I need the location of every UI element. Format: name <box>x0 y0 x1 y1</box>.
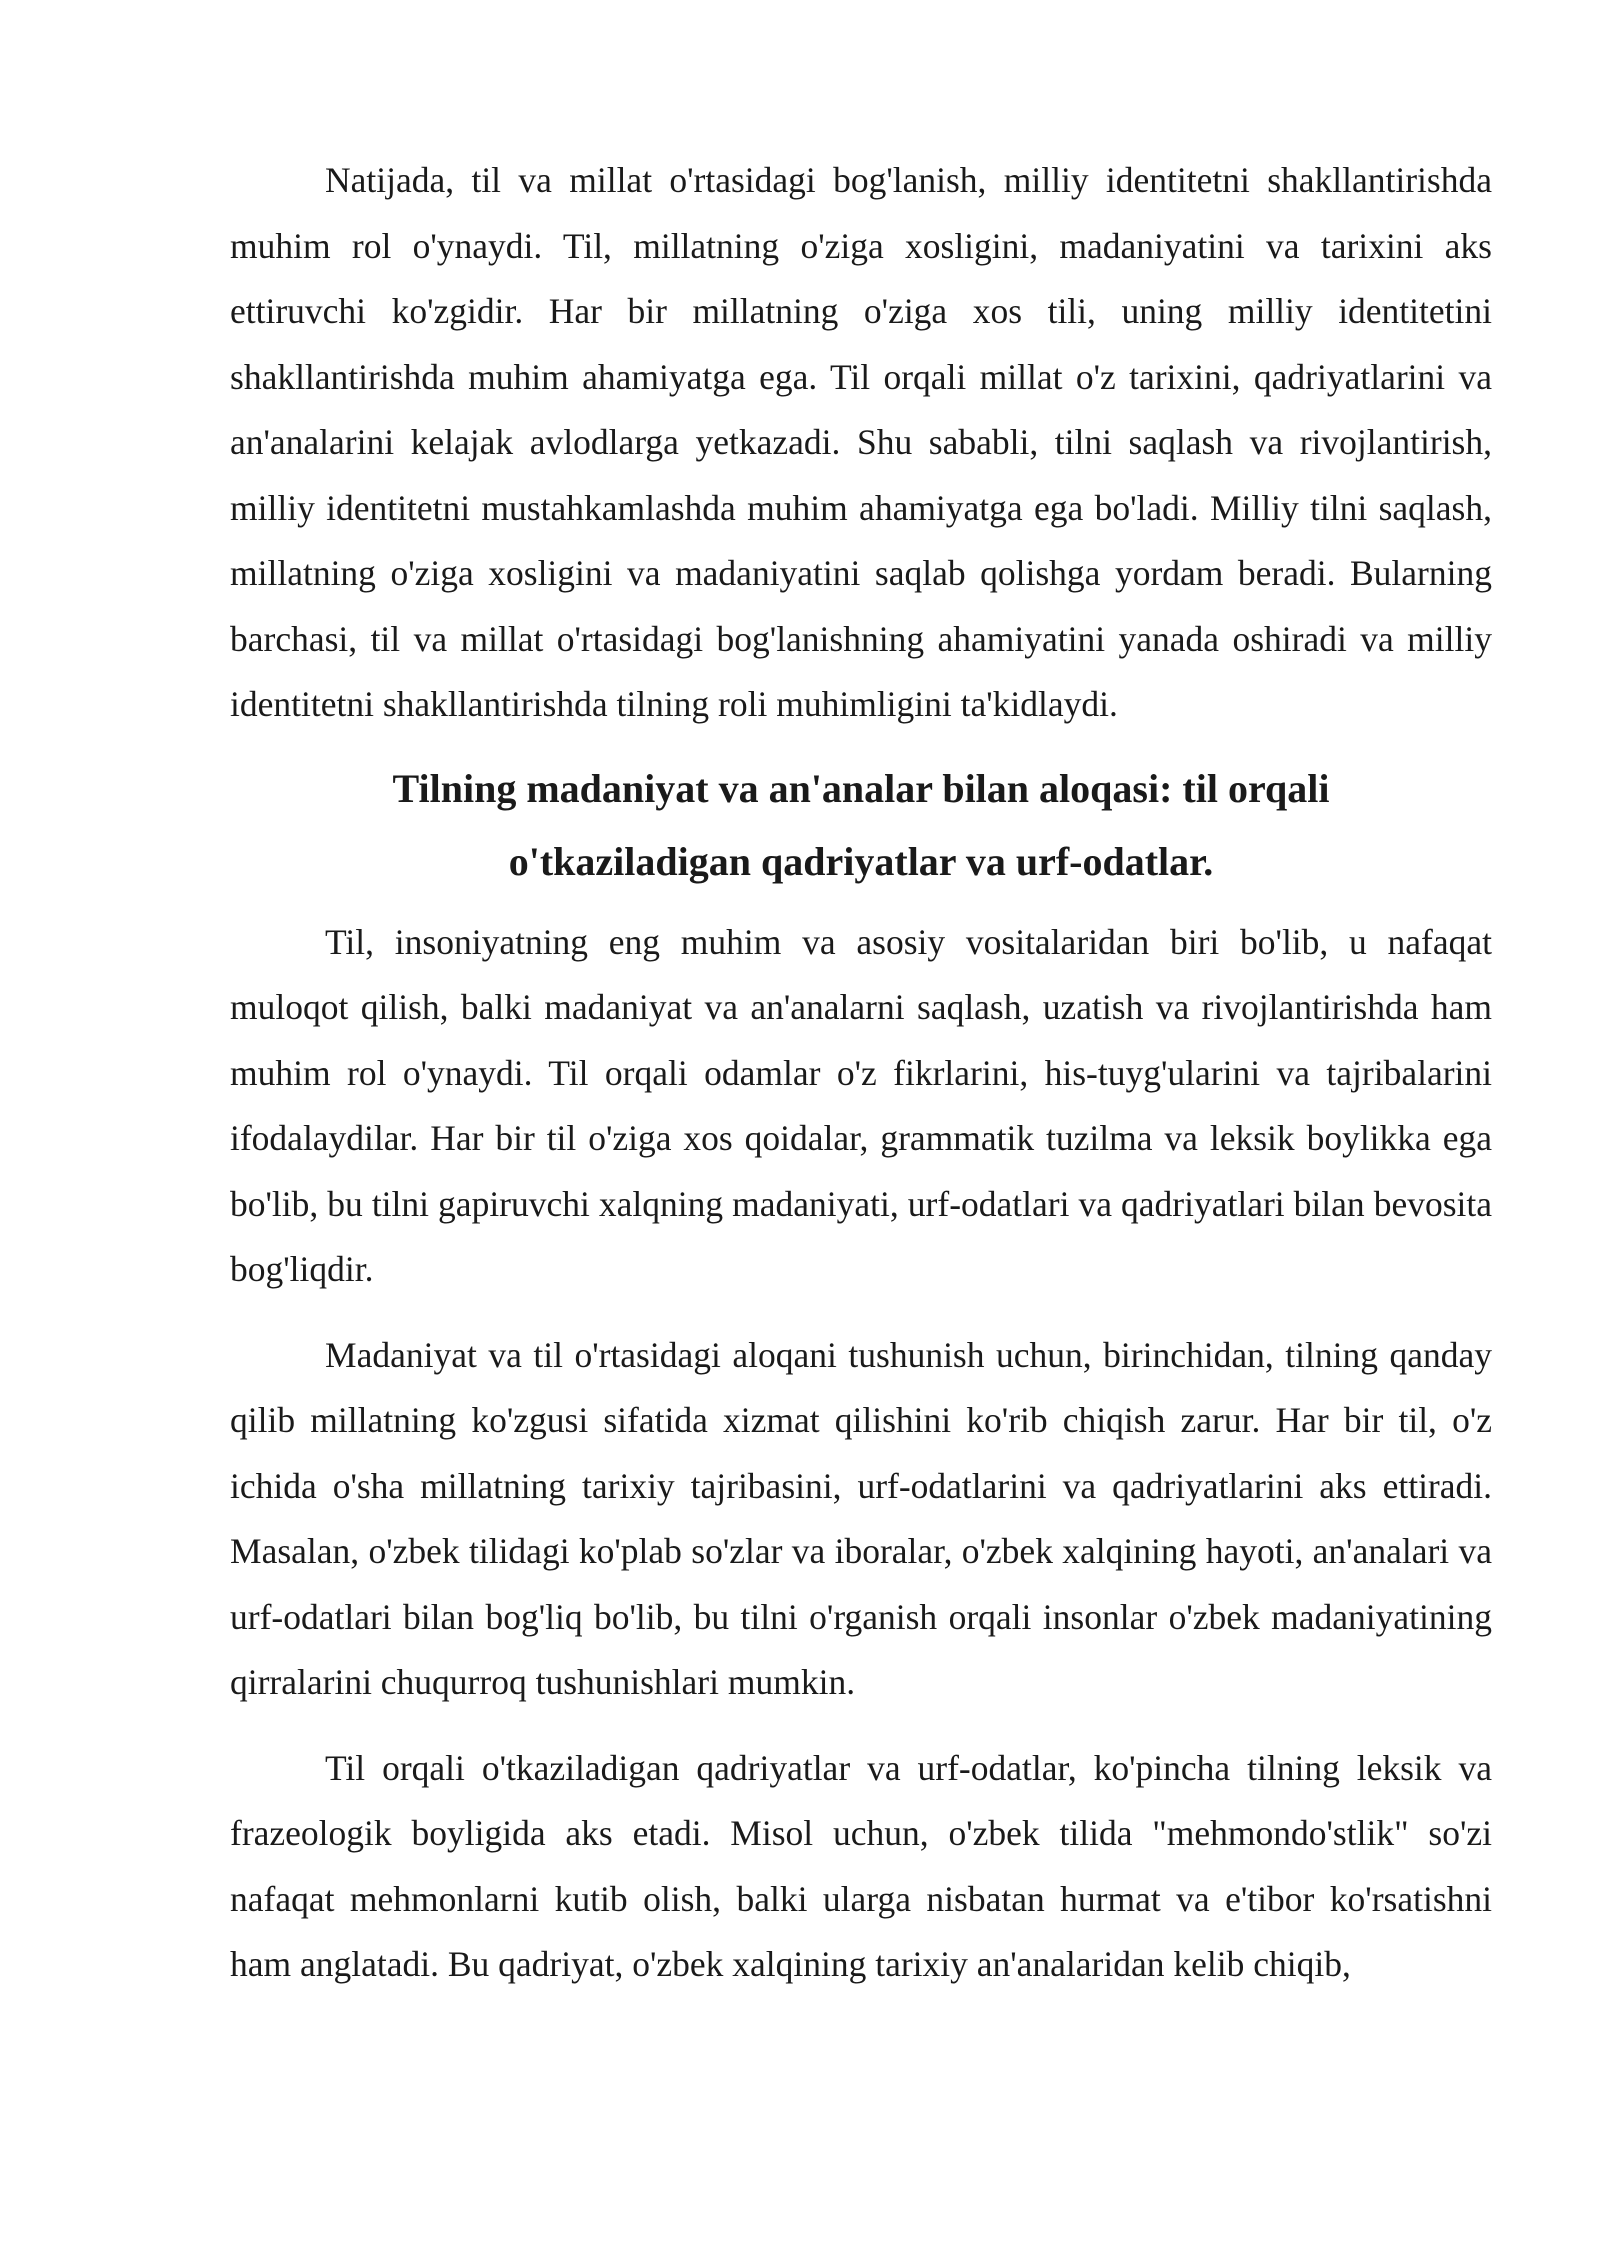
body-paragraph-3: Madaniyat va til o'rtasidagi aloqani tushunish uchun, birinchidan, tilning qanday qilib millatning ko'zgusi sifatida xizmat qilishini ko'rib chiqish zarur. Har bir til, o'z ichida o'sha millatning tarixiy tajribasini, urf-odatlarini va qadriyatlarini aks ettiradi. Masalan, o'zbek tilidagi ko'plab so'zlar va iboralar, o'zbek xalqining hayoti, an'analari va urf-odatlari bilan bog'liq bo'lib, bu tilni o'rganish orqali insonlar o'zbek madaniyatining qirralarini chuqurroq tushunishlari mumkin. <box>230 1334 1492 1702</box>
body-paragraph-4: Til orqali o'tkaziladigan qadriyatlar va urf-odatlar, ko'pincha tilning leksik va frazeologik boyligida aks etadi. Misol uchun, o'zbek tilida "mehmondo'stlik" so'zi nafaqat mehmonlarni kutib olish, balki ularga nisbatan hurmat va e'tibor ko'rsatishni ham anglatadi. Bu qadriyat, o'zbek xalqining tarixiy an'analaridan kelib chiqib, <box>230 1747 1492 1984</box>
section-heading: Tilning madaniyat va an'analar bilan aloqasi: til orqali o'tkaziladigan qadriyatlar va urf-odatlar. <box>392 765 1330 884</box>
body-paragraph-1: Natijada, til va millat o'rtasidagi bog'lanish, milliy identitetni shakllantirishda muhim rol o'ynaydi. Til, millatning o'ziga xosligini, madaniyatini va tarixini aks ettiruvchi ko'zgidir. Har bir millatning o'ziga xos tili, uning milliy identitetini shakllantirishda muhim ahamiyatga ega. Til orqali millat o'z tarixini, qadriyatlarini va an'analarini kelajak avlodlarga yetkazadi. Shu sababli, tilni saqlash va rivojlantirish, milliy identitetni mustahkamlashda muhim ahamiyatga ega bo'ladi. Milliy tilni saqlash, millatning o'ziga xosligini va madaniyatini saqlab qolishga yordam beradi. Bularning barchasi, til va millat o'rtasidagi bog'lanishning ahamiyatini yanada oshiradi va milliy identitetni shakllantirishda tilning roli muhimligini ta'kidlaydi. <box>230 160 1492 724</box>
document-body <box>230 148 1492 1998</box>
body-paragraph-2: Til, insoniyatning eng muhim va asosiy vositalaridan biri bo'lib, u nafaqat muloqot qilish, balki madaniyat va an'analarni saqlash, uzatish va rivojlantirishda ham muhim rol o'ynaydi. Til orqali odamlar o'z fikrlarini, his-tuyg'ularini va tajribalarini ifodalaydilar. Har bir til o'ziga xos qoidalar, grammatik tuzilma va leksik boylikka ega bo'lib, bu tilni gapiruvchi xalqning madaniyati, urf-odatlari va qadriyatlari bilan bevosita bog'liqdir. <box>230 921 1492 1289</box>
